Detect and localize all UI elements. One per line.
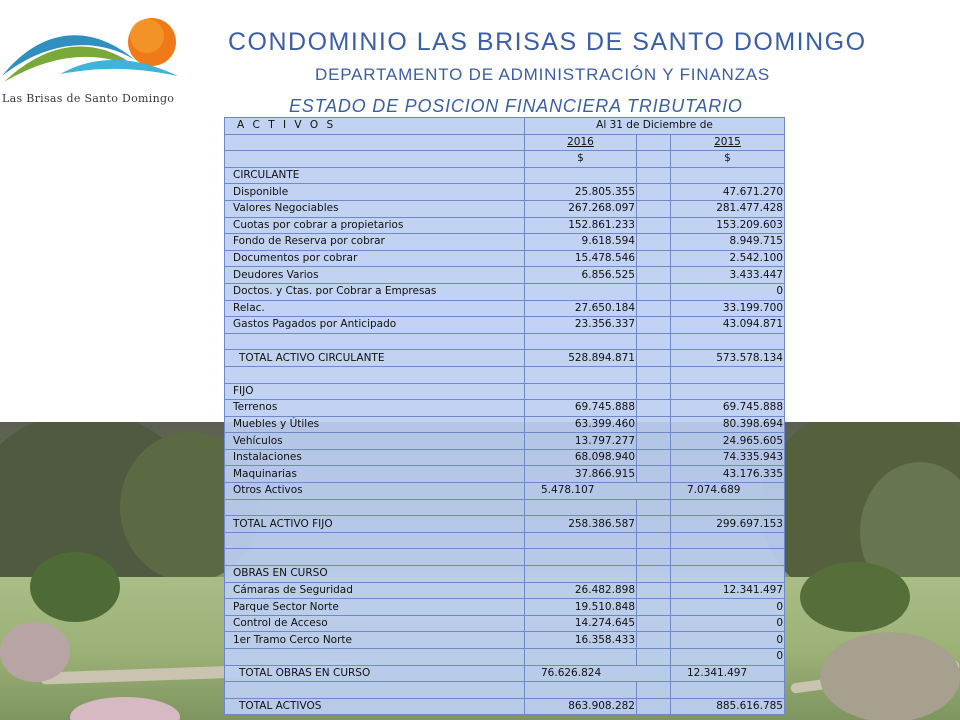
- spacer-cell: [637, 317, 671, 334]
- spacer-cell: [637, 366, 671, 383]
- row-label: [225, 649, 525, 666]
- value-2016: 69.745.888: [525, 400, 637, 417]
- value-2015: 7.074.689: [671, 483, 785, 500]
- value-2015: 43.094.871: [671, 317, 785, 334]
- value-2015: 3.433.447: [671, 267, 785, 284]
- value-2015: 12.341.497: [671, 582, 785, 599]
- value-2016: [525, 283, 637, 300]
- table-row: [225, 665, 785, 682]
- table-row: [225, 632, 785, 649]
- condominium-logo: [0, 8, 185, 103]
- value-2015: 33.199.700: [671, 300, 785, 317]
- year-2015-header: 2015: [671, 134, 785, 151]
- value-2016: [525, 333, 637, 350]
- row-label: [225, 366, 525, 383]
- value-2016: 37.866.915: [525, 466, 637, 483]
- table-row: [225, 499, 785, 516]
- value-2016: 9.618.594: [525, 234, 637, 251]
- value-2015: 0: [671, 632, 785, 649]
- row-label: Maquinarias: [225, 466, 525, 483]
- table-row: [225, 283, 785, 300]
- value-2015: [671, 167, 785, 184]
- period-header: Al 31 de Diciembre de: [525, 118, 785, 135]
- row-label: Parque Sector Norte: [225, 599, 525, 616]
- spacer-cell: [637, 167, 671, 184]
- table-row: [225, 449, 785, 466]
- value-2015: 299.697.153: [671, 516, 785, 533]
- table-row: [225, 350, 785, 367]
- table-row: [225, 433, 785, 450]
- value-2016: [525, 649, 637, 666]
- table-row: [225, 516, 785, 533]
- value-2016: 26.482.898: [525, 582, 637, 599]
- row-label: 1er Tramo Cerco Norte: [225, 632, 525, 649]
- value-2016: [525, 532, 637, 549]
- spacer-cell: [637, 649, 671, 666]
- spacer-cell: [637, 599, 671, 616]
- value-2016: [525, 167, 637, 184]
- spacer-cell: [637, 532, 671, 549]
- value-2016: [525, 682, 637, 699]
- value-2016: [525, 499, 637, 516]
- table-row: [225, 483, 785, 500]
- value-2015: 69.745.888: [671, 400, 785, 417]
- spacer-cell: [637, 184, 671, 201]
- value-2016: 258.386.587: [525, 516, 637, 533]
- value-2015: 12.341.497: [671, 665, 785, 682]
- value-2016: 5.478.107: [525, 483, 671, 500]
- spacer-cell: [637, 466, 671, 483]
- value-2016: 15.478.546: [525, 250, 637, 267]
- value-2016: [525, 549, 637, 566]
- spacer-cell: [637, 383, 671, 400]
- row-label: [225, 682, 525, 699]
- value-2015: [671, 366, 785, 383]
- row-label: Gastos Pagados por Anticipado: [225, 317, 525, 334]
- report-title: ESTADO DE POSICION FINANCIERA TRIBUTARIO: [289, 96, 743, 116]
- value-2016: 14.274.645: [525, 615, 637, 632]
- row-label: Instalaciones: [225, 449, 525, 466]
- value-2015: 74.335.943: [671, 449, 785, 466]
- spacer-cell: [637, 615, 671, 632]
- spacer-cell: [637, 333, 671, 350]
- value-2015: 8.949.715: [671, 234, 785, 251]
- row-label: [225, 333, 525, 350]
- table-row: [225, 217, 785, 234]
- spacer-cell: [637, 234, 671, 251]
- row-label: Doctos. y Ctas. por Cobrar a Empresas: [225, 283, 525, 300]
- table-row: [225, 566, 785, 583]
- row-label: Cuotas por cobrar a propietarios: [225, 217, 525, 234]
- row-label: TOTAL OBRAS EN CURSO: [225, 665, 525, 682]
- row-label: OBRAS EN CURSO: [225, 566, 525, 583]
- value-2015: 43.176.335: [671, 466, 785, 483]
- row-label: Vehículos: [225, 433, 525, 450]
- table-header-row: [225, 118, 785, 135]
- value-2015: 24.965.605: [671, 433, 785, 450]
- assets-header: A C T I V O S: [225, 118, 525, 135]
- table-row: [225, 200, 785, 217]
- spacer-cell: [637, 516, 671, 533]
- value-2016: 27.650.184: [525, 300, 637, 317]
- value-2016: 19.510.848: [525, 599, 637, 616]
- table-years-row: [225, 134, 785, 151]
- spacer-cell: [637, 217, 671, 234]
- value-2015: 2.542.100: [671, 250, 785, 267]
- spacer-cell: [637, 566, 671, 583]
- spacer-cell: [637, 549, 671, 566]
- value-2015: 573.578.134: [671, 350, 785, 367]
- table-row: [225, 615, 785, 632]
- row-label: TOTAL ACTIVO FIJO: [225, 516, 525, 533]
- value-2016: 863.908.282: [525, 698, 637, 715]
- spacer-cell: [637, 267, 671, 284]
- logo-text: Las Brisas de Santo Domingo: [2, 92, 175, 105]
- value-2016: 68.098.940: [525, 449, 637, 466]
- row-label: CIRCULANTE: [225, 167, 525, 184]
- spacer-cell: [637, 283, 671, 300]
- row-label: Disponible: [225, 184, 525, 201]
- row-label: FIJO: [225, 383, 525, 400]
- value-2015: [671, 566, 785, 583]
- value-2016: 25.805.355: [525, 184, 637, 201]
- value-2015: 47.671.270: [671, 184, 785, 201]
- table-row: [225, 167, 785, 184]
- value-2016: [525, 383, 637, 400]
- row-label: [225, 499, 525, 516]
- row-label: Otros Activos: [225, 483, 525, 500]
- value-2015: 0: [671, 649, 785, 666]
- currency-2016: $: [525, 151, 637, 168]
- value-2016: 76.626.824: [525, 665, 671, 682]
- table-row: [225, 682, 785, 699]
- table-row: [225, 466, 785, 483]
- table-row: [225, 549, 785, 566]
- value-2015: 153.209.603: [671, 217, 785, 234]
- table-currency-row: [225, 151, 785, 168]
- spacer-cell: [637, 632, 671, 649]
- row-label: Fondo de Reserva por cobrar: [225, 234, 525, 251]
- value-2016: 267.268.097: [525, 200, 637, 217]
- row-label: Deudores Varios: [225, 267, 525, 284]
- table-row: [225, 300, 785, 317]
- row-label: TOTAL ACTIVO CIRCULANTE: [225, 350, 525, 367]
- value-2015: [671, 549, 785, 566]
- value-2016: 152.861.233: [525, 217, 637, 234]
- page-title: CONDOMINIO LAS BRISAS DE SANTO DOMINGO: [228, 28, 867, 56]
- value-2016: 16.358.433: [525, 632, 637, 649]
- table-row: [225, 599, 785, 616]
- spacer-cell: [637, 300, 671, 317]
- spacer-cell: [637, 433, 671, 450]
- table-row: [225, 366, 785, 383]
- spacer-cell: [637, 200, 671, 217]
- year-2016-header: 2016: [525, 134, 637, 151]
- spacer-cell: [637, 400, 671, 417]
- table-row: [225, 416, 785, 433]
- value-2015: [671, 499, 785, 516]
- table-row: [225, 317, 785, 334]
- table-row: [225, 698, 785, 715]
- spacer-cell: [637, 582, 671, 599]
- value-2016: 528.894.871: [525, 350, 637, 367]
- value-2016: 13.797.277: [525, 433, 637, 450]
- spacer-cell: [637, 350, 671, 367]
- table-row: [225, 234, 785, 251]
- spacer-cell: [637, 250, 671, 267]
- value-2016: [525, 566, 637, 583]
- row-label: Documentos por cobrar: [225, 250, 525, 267]
- value-2015: [671, 383, 785, 400]
- row-label: [225, 549, 525, 566]
- row-label: Cámaras de Seguridad: [225, 582, 525, 599]
- spacer-cell: [637, 499, 671, 516]
- value-2016: 63.399.460: [525, 416, 637, 433]
- value-2015: 0: [671, 615, 785, 632]
- table-row: [225, 582, 785, 599]
- financial-statement-table: [224, 117, 784, 715]
- value-2016: [525, 366, 637, 383]
- table-row: [225, 267, 785, 284]
- table-row: [225, 250, 785, 267]
- row-label: TOTAL ACTIVOS: [225, 698, 525, 715]
- department-subtitle: DEPARTAMENTO DE ADMINISTRACIÓN Y FINANZAS: [315, 65, 771, 84]
- row-label: Relac.: [225, 300, 525, 317]
- table-row: [225, 532, 785, 549]
- logo-graphic-icon: [0, 8, 185, 93]
- value-2015: [671, 333, 785, 350]
- row-label: Valores Negociables: [225, 200, 525, 217]
- value-2015: 80.398.694: [671, 416, 785, 433]
- value-2016: 6.856.525: [525, 267, 637, 284]
- value-2015: 885.616.785: [671, 698, 785, 715]
- row-label: Muebles y Útiles: [225, 416, 525, 433]
- table-row: [225, 400, 785, 417]
- row-label: Control de Acceso: [225, 615, 525, 632]
- table-row: [225, 184, 785, 201]
- table-row: [225, 383, 785, 400]
- value-2015: 281.477.428: [671, 200, 785, 217]
- spacer-cell: [637, 449, 671, 466]
- table-row: [225, 649, 785, 666]
- spacer-cell: [637, 682, 671, 699]
- value-2015: 0: [671, 283, 785, 300]
- table-row: [225, 333, 785, 350]
- value-2015: 0: [671, 599, 785, 616]
- value-2015: [671, 682, 785, 699]
- currency-2015: $: [671, 151, 785, 168]
- value-2015: [671, 532, 785, 549]
- row-label: Terrenos: [225, 400, 525, 417]
- spacer-cell: [637, 416, 671, 433]
- row-label: [225, 532, 525, 549]
- spacer-cell: [637, 698, 671, 715]
- value-2016: 23.356.337: [525, 317, 637, 334]
